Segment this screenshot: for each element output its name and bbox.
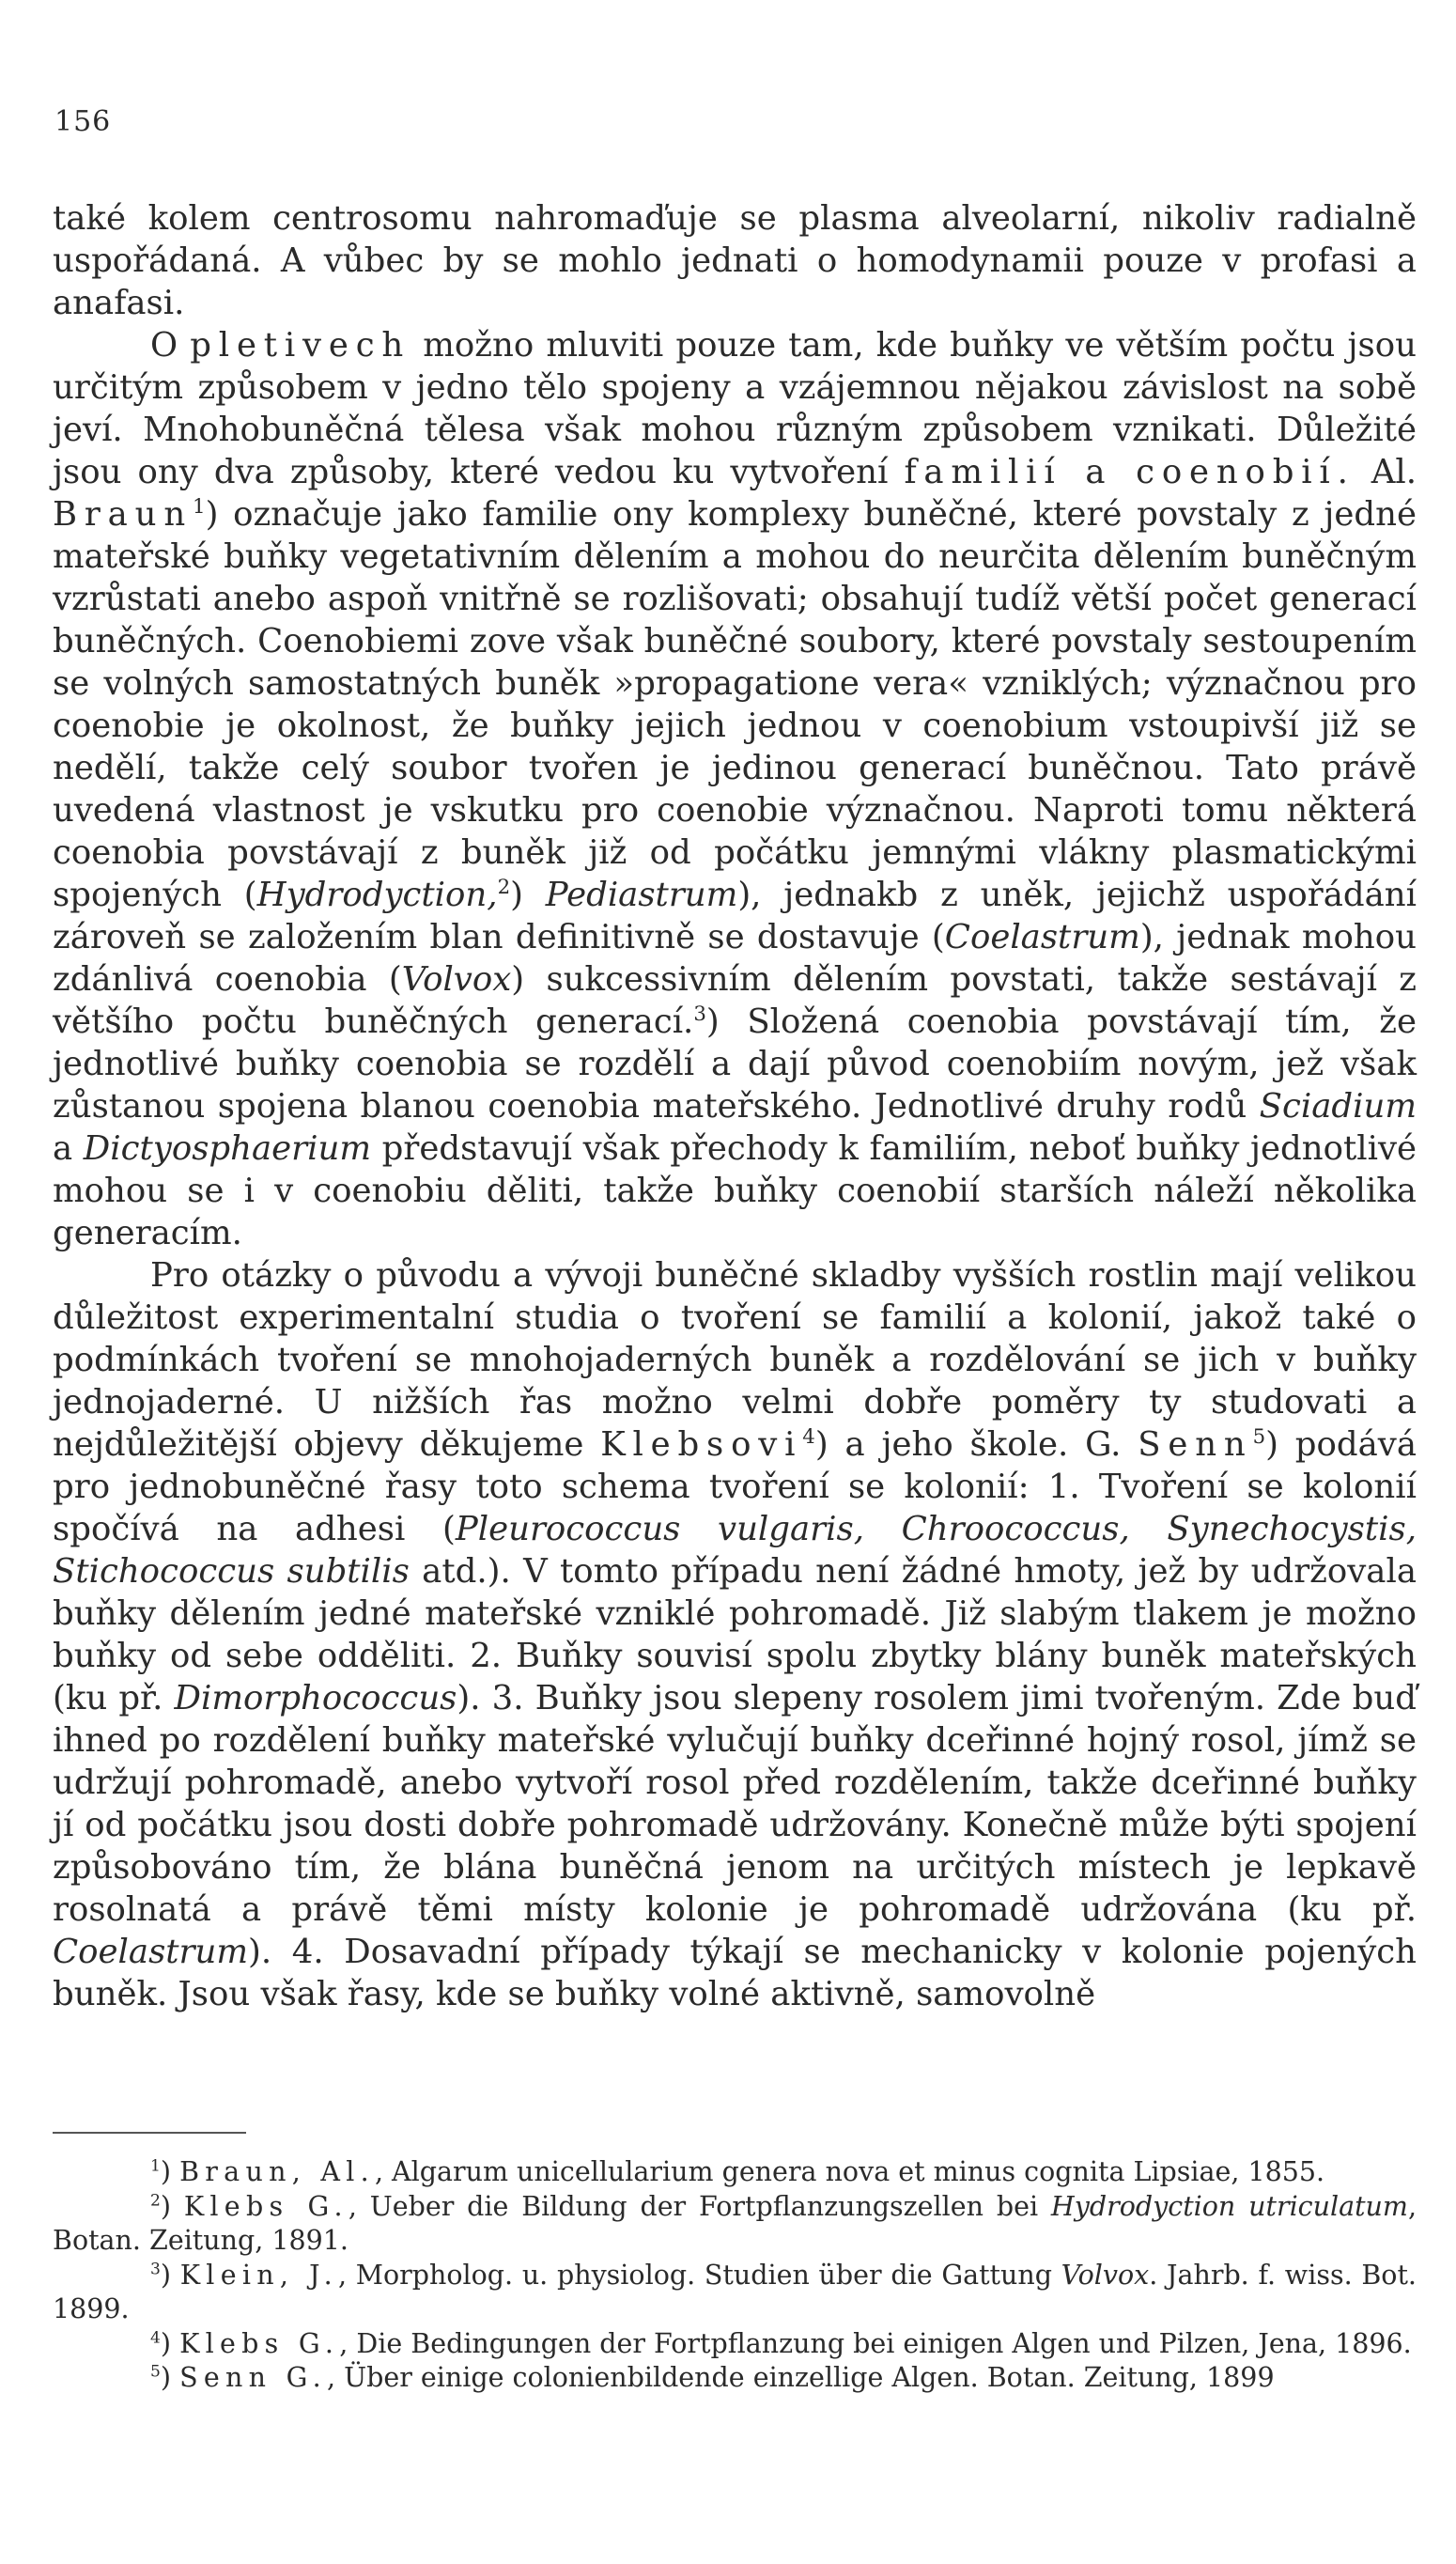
page-number: 156 (54, 105, 112, 138)
genus-name: Volvox (401, 960, 512, 999)
footnote-2: $^2$) Klebs G., Ueber die Bildung der Fortpflanzungszellen bei Hydrodyction utriculatum, Botan. Zeitung, 1891. (53, 2190, 1417, 2256)
footnote-ref: 5 (1252, 1425, 1266, 1450)
author-name: Senn (1138, 1425, 1253, 1464)
genus-name: Pediastrum (545, 876, 738, 914)
footnote-ref: 1 (193, 495, 206, 520)
paragraph-pletiva: O pletivech možno mluviti pouze tam, kde buňky ve větším počtu jsou určitým způsobem v jedno tělo spojeny a vzájemnou nějakou závislost na sobě jeví. Mnohobuněčná tělesa však mohou různým způsobem vznikati. Důležité jsou ony dva způsoby, které vedou ku vytvoření familií a coenobií. Al. Braun$^1$) označuje jako familie ony komplexy buněčné, které povstaly z jedné mateřské buňky vegetativním dělením a mohou do neurčita dělením buněčným vzrůstati anebo aspoň vnitřně se rozlišovati; obsahují tudíž větší počet generací buněčných. Coenobiemi zove však buněčné soubory, které povstaly sestoupením se volných samostatných buněk »propagatione vera« vzniklých; význačnou pro coenobie je okolnost, že buňky jejich jednou v coenobium vstoupivší již se nedělí, takže celý soubor tvořen je jedinou generací buněčnou. Tato právě uvedená vlastnost je vskutku pro coenobie význačnou. Naproti tomu některá coenobia povstávají z buněk již od počátku jemnými vlákny plasmatickými spojených (Hydrodyction,$^2$) Pediastrum), jednakb z uněk, jejichž uspořádání zároveň se založením blan definitivně se dostavuje (Coelastrum), jednak mohou zdánlivá coenobia (Volvox) sukcessivním dělením povstati, takže sestávají z většího počtu buněčných generací.$^3$) Složená coenobia povstávají tím, že jednotlivé buňky coenobia se rozdělí a dají původ coenobiím novým, jež však zůstanou spojena blanou coenobia mateřského. Jednotlivé druhy rodů Sciadium a Dictyosphaerium představují však přechody k familiím, neboť buňky jednotlivé mohou se i v coenobiu děliti, takže buňky coenobií starších náleží několika generacím. (53, 326, 1417, 1252)
footnote-ref: 4 (802, 1425, 815, 1450)
genus-name: Sciadium (1259, 1087, 1417, 1126)
emphasis-term: familií a coenobií. (904, 453, 1355, 491)
footnote-separator (53, 2132, 246, 2134)
author-name: Klebsovi (600, 1425, 803, 1464)
genus-name: Dictyosphaerium (83, 1129, 372, 1168)
footnote-ref: 2 (497, 876, 511, 900)
paragraph-continuation: také kolem centrosomu nahromaďuje se plasma alveolarní, nikoliv radialně uspořádaná. A vůbec by se mohlo jednati o homodynamii pouze v profasi a anafasi. (53, 199, 1417, 322)
main-text (53, 197, 1417, 2015)
species-names: Pleurococcus vulgaris, Chroococcus, Synechocystis, Stichococcus subtilis (53, 1510, 1417, 1591)
footnote-ref: 3 (693, 1002, 706, 1027)
footnote-5: $^5$) Senn G., Über einige colonienbildende einzellige Algen. Botan. Zeitung, 1899 (150, 2362, 1275, 2393)
footnote-1: $^1$) Braun, Al., Algarum unicellularium genera nova et minus cognita Lipsiae, 1855. (150, 2156, 1325, 2187)
emphasis-term: pletivech (190, 326, 411, 365)
paragraph-kolonie: Pro otázky o původu a vývoji buněčné skladby vyšších rostlin mají velikou důležitost experimentalní studia o tvoření se familií a kolonií, jakož také o podmínkách tvoření se mnohojaderných buněk a rozdělování se jich v buňky jednojaderné. U nižších řas možno velmi dobře poměry ty studovati a nejdůležitější objevy děkujeme Klebsovi$^4$) a jeho škole. G. Senn$^5$) podává pro jednobuněčné řasy toto schema tvoření se kolonií: 1. Tvoření se kolonií spočívá na adhesi (Pleurococcus vulgaris, Chroococcus, Synechocystis, Stichococcus subtilis atd.). V tomto případu není žádné hmoty, jež by udržovala buňky dělením jedné mateřské vzniklé pohromadě. Již slabým tlakem je možno buňky od sebe odděliti. 2. Buňky souvisí spolu zbytky blány buněk mateřských (ku př. Dimorphococcus). 3. Buňky jsou slepeny rosolem jimi tvořeným. Zde buď ihned po rozdělení buňky mateřské vylučují buňky dceřinné hojný rosol, jímž se udržují pohromadě, anebo vytvoří rosol před rozdělením, takže dceřinné buňky jí od počátku jsou dosti dobře pohromadě udržovány. Konečně může býti spojení způsobováno tím, že blána buněčná jenom na určitých místech je lepkavě rosolnatá a právě těmi místy kolonie je pohromadě udržována (ku př. Coelastrum). 4. Dosavadní případy týkají se mechanicky v kolonie pojených buněk. Jsou však řasy, kde se buňky volné aktivně, samovolně (53, 1256, 1417, 2013)
footnote-4: $^4$) Klebs G., Die Bedingungen der Fortpflanzung bei einigen Algen und Pilzen, Jena, 1896. (150, 2327, 1412, 2359)
author-name: Braun (53, 495, 193, 534)
genus-name: Coelastrum (53, 1933, 249, 1971)
footnote-3: $^3$) Klein, J., Morpholog. u. physiolog. Studien über die Gattung Volvox. Jahrb. f. wiss. Bot. 1899. (53, 2259, 1417, 2324)
footnotes (53, 2155, 1417, 2396)
genus-name: Dimorphococcus (174, 1679, 457, 1717)
genus-name: Hydrodyction, (256, 876, 498, 914)
genus-name: Coelastrum (944, 918, 1140, 956)
